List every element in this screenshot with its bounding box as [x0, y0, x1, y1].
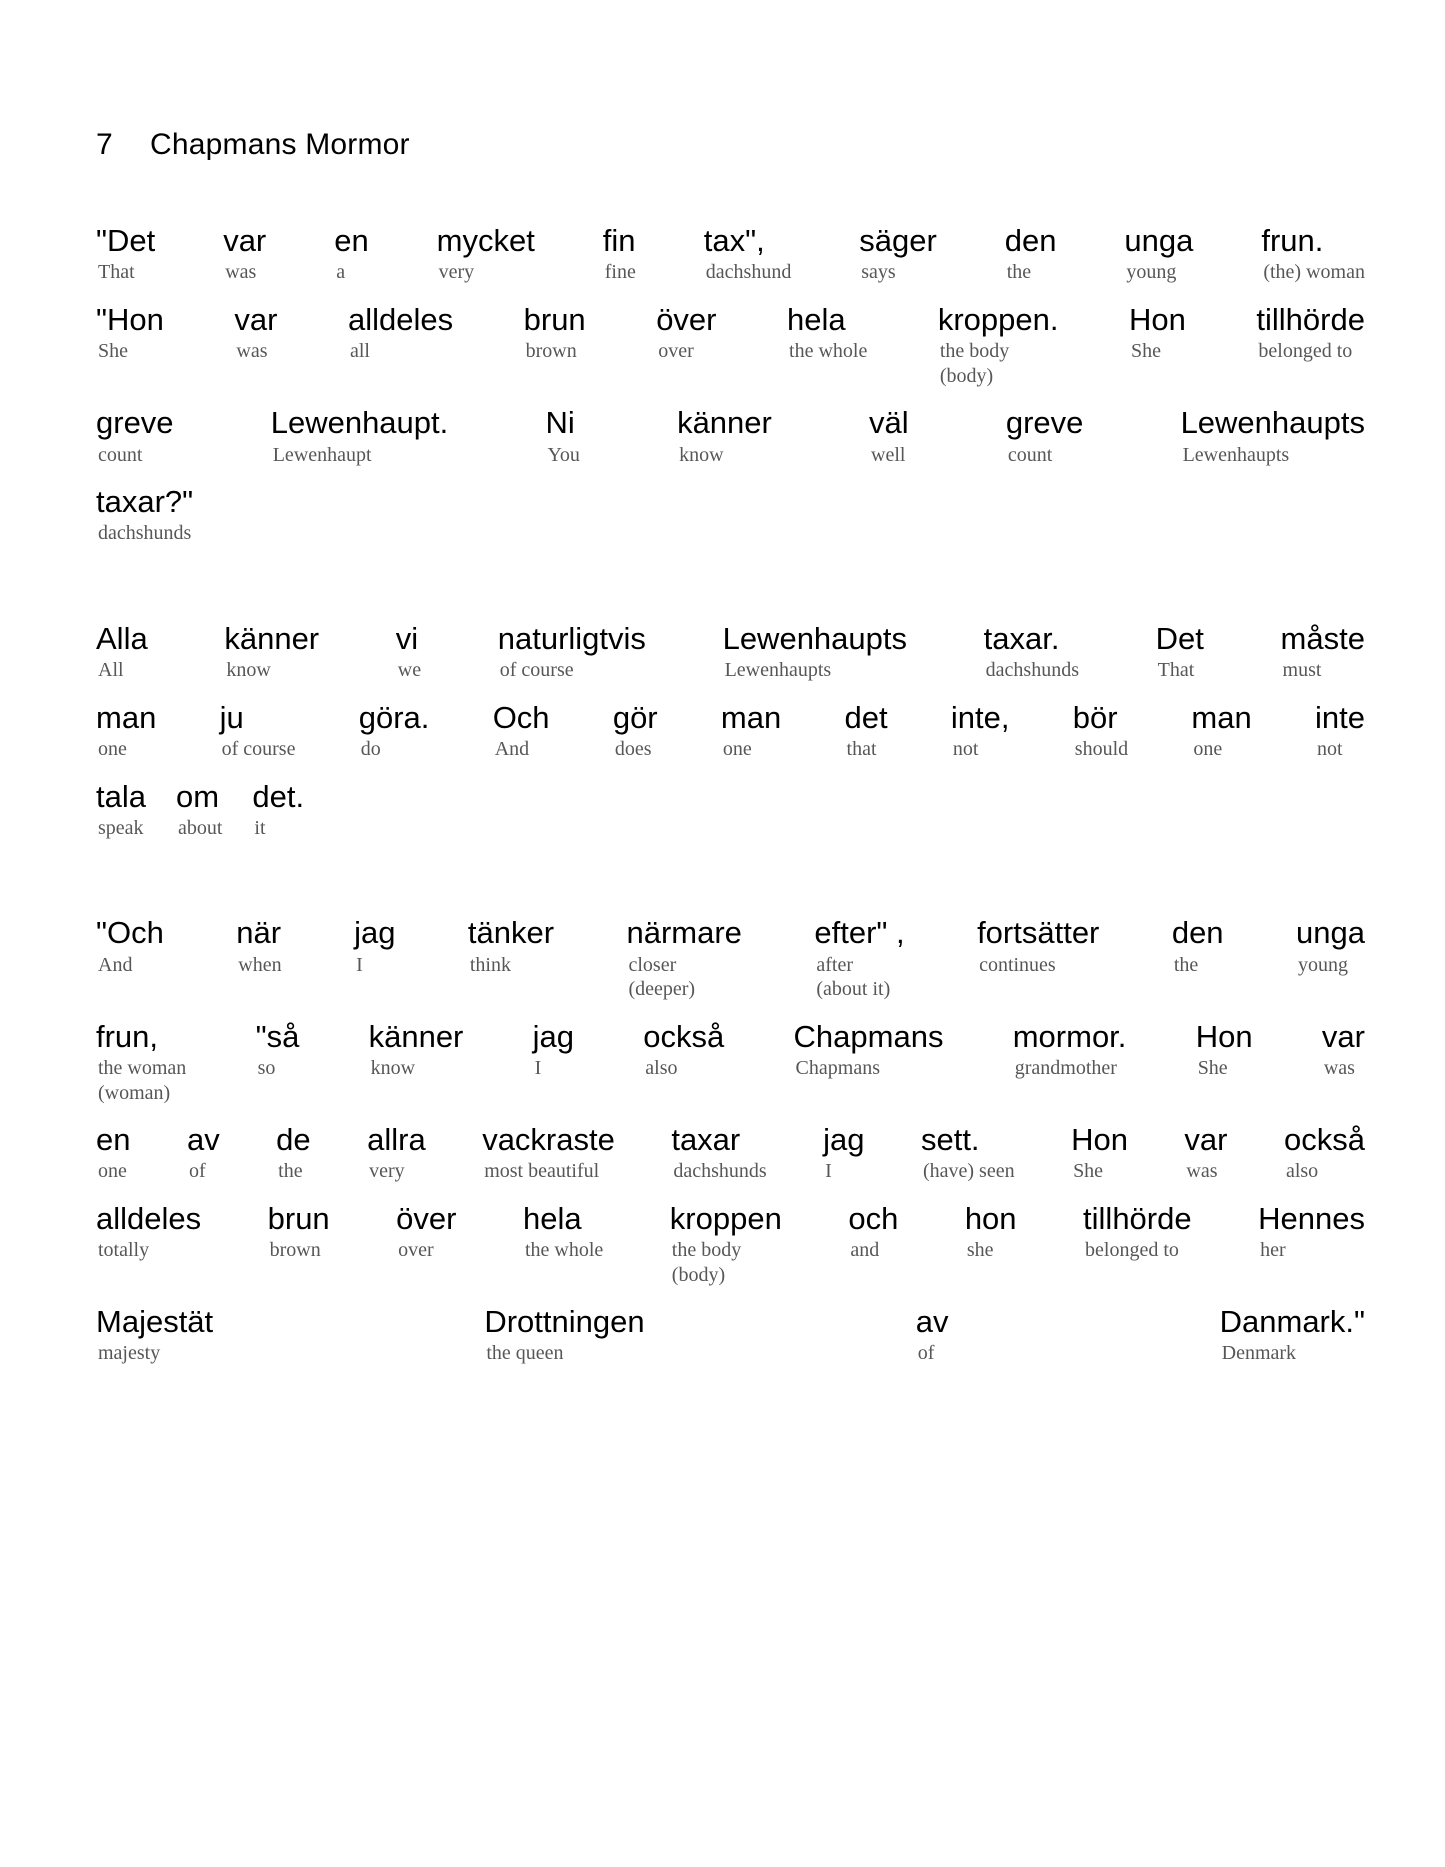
gloss-text: She	[1131, 340, 1161, 363]
interlinear-line	[96, 622, 1365, 683]
word-gloss-pair	[354, 916, 395, 977]
word-gloss-pair	[96, 406, 174, 467]
word-gloss-pair	[1006, 406, 1084, 467]
word-gloss-pair	[96, 303, 164, 364]
gloss-text: over	[398, 1239, 434, 1262]
gloss-text: belonged to	[1258, 340, 1353, 363]
source-word: "så	[255, 1018, 300, 1054]
source-word: Och	[492, 699, 550, 735]
gloss-text: Lewenhaupts	[724, 659, 832, 682]
source-word: känner	[368, 1018, 464, 1054]
source-word: vackraste	[482, 1121, 615, 1157]
gloss-text: of course	[499, 659, 574, 682]
source-word: frun.	[1261, 223, 1324, 258]
gloss-text: know	[226, 659, 271, 682]
source-word: unga	[1124, 223, 1194, 258]
source-word: alldeles	[347, 301, 454, 337]
source-word: "Hon	[96, 301, 164, 337]
gloss-text: speak	[98, 817, 144, 840]
word-gloss-pair	[1184, 1123, 1227, 1184]
word-gloss-pair	[545, 406, 579, 467]
source-word: fortsätter	[977, 915, 1100, 951]
source-word: brun	[267, 1200, 330, 1236]
gloss-text: brown	[525, 340, 577, 363]
source-word: Lewenhaupts	[722, 620, 908, 656]
source-word: inte	[1315, 699, 1365, 735]
word-gloss-pair	[96, 1305, 213, 1366]
interlinear-paragraph	[96, 622, 1365, 841]
source-word: de	[276, 1121, 311, 1157]
gloss-text: (the) woman	[1263, 261, 1365, 284]
word-gloss-pair	[468, 916, 554, 977]
word-gloss-pair	[951, 701, 1010, 762]
word-gloss-pair	[348, 303, 453, 364]
word-gloss-pair	[794, 1020, 944, 1081]
interlinear-line	[96, 916, 1365, 1001]
gloss-text: Denmark	[1221, 1342, 1297, 1365]
gloss-text: fine	[604, 261, 636, 284]
gloss-text: not	[1317, 738, 1343, 761]
gloss-text: also	[645, 1057, 678, 1080]
source-word: hela	[522, 1200, 582, 1236]
word-gloss-pair	[369, 1020, 464, 1081]
gloss-text: She	[98, 340, 128, 363]
source-word: alldeles	[96, 1200, 202, 1236]
word-gloss-pair	[1256, 303, 1365, 364]
gloss-text: do	[360, 738, 381, 761]
source-word: en	[334, 223, 369, 258]
source-word: frun,	[96, 1018, 159, 1054]
word-gloss-pair	[96, 224, 155, 285]
gloss-text: young	[1298, 953, 1348, 976]
source-word: Drottningen	[484, 1304, 645, 1340]
source-word: naturligtvis	[497, 620, 646, 656]
word-gloss-pair	[1296, 916, 1365, 977]
interlinear-line	[96, 1123, 1365, 1184]
gloss-text: of course	[221, 738, 296, 761]
word-gloss-pair	[869, 406, 909, 467]
gloss-text: the body (body)	[671, 1239, 742, 1286]
gloss-text: she	[966, 1239, 994, 1262]
gloss-text: all	[349, 340, 370, 363]
source-word: av	[186, 1121, 220, 1157]
source-word: hon	[964, 1200, 1017, 1236]
gloss-text: most beautiful	[484, 1160, 600, 1183]
source-word: måste	[1280, 620, 1365, 656]
word-gloss-pair	[643, 1020, 724, 1081]
word-gloss-pair	[977, 916, 1099, 977]
gloss-text: the woman (woman)	[98, 1057, 187, 1104]
gloss-text: count	[98, 443, 143, 466]
gloss-text: must	[1282, 659, 1322, 682]
gloss-text: Chapmans	[795, 1057, 880, 1080]
source-word: när	[236, 915, 282, 951]
gloss-text: totally	[98, 1239, 150, 1262]
word-gloss-pair	[493, 701, 550, 762]
word-gloss-pair	[252, 780, 304, 841]
word-gloss-pair	[626, 916, 741, 1001]
word-gloss-pair	[965, 1202, 1017, 1263]
source-word: tala	[96, 778, 146, 814]
source-word: Lewenhaupt.	[270, 405, 449, 441]
source-word: man	[96, 699, 157, 735]
source-word: mormor.	[1012, 1018, 1127, 1054]
word-gloss-pair	[236, 916, 281, 977]
gloss-text: (have) seen	[922, 1160, 1015, 1183]
source-word: göra.	[358, 699, 430, 735]
gloss-text: a	[336, 261, 346, 284]
word-gloss-pair	[814, 916, 904, 1001]
source-word: tillhörde	[1083, 1200, 1192, 1236]
interlinear-line	[96, 1305, 1365, 1366]
gloss-text: does	[614, 738, 652, 761]
source-word: jag	[823, 1121, 865, 1157]
gloss-text: young	[1126, 261, 1177, 284]
word-gloss-pair	[224, 622, 319, 683]
source-word: efter" ,	[814, 915, 905, 951]
gloss-text: was	[1186, 1160, 1218, 1183]
word-gloss-pair	[1124, 224, 1193, 285]
word-gloss-pair	[845, 701, 888, 762]
gloss-text: after (about it)	[816, 953, 891, 1001]
gloss-text: was	[225, 261, 257, 284]
word-gloss-pair	[1284, 1123, 1365, 1184]
gloss-text: about	[177, 817, 223, 840]
source-word: tax",	[703, 223, 765, 258]
word-gloss-pair	[359, 701, 430, 762]
gloss-text: so	[257, 1057, 276, 1080]
word-gloss-pair	[1322, 1020, 1365, 1081]
gloss-text: She	[1073, 1160, 1104, 1183]
word-gloss-pair	[220, 701, 296, 762]
source-word: Lewenhaupts	[1180, 405, 1365, 441]
word-gloss-pair	[1071, 1123, 1128, 1184]
gloss-text: That	[1157, 659, 1195, 682]
source-word: inte,	[950, 699, 1010, 735]
source-word: också	[643, 1018, 725, 1054]
word-gloss-pair	[533, 1020, 574, 1081]
source-word: var	[1184, 1121, 1228, 1157]
source-word: taxar	[671, 1121, 741, 1157]
gloss-text: That	[98, 261, 135, 284]
word-gloss-pair	[1196, 1020, 1253, 1081]
gloss-text: one	[98, 1160, 127, 1183]
word-gloss-pair	[268, 1202, 330, 1263]
source-word: den	[1171, 915, 1224, 951]
word-gloss-pair	[396, 622, 421, 683]
gloss-text: was	[1323, 1057, 1355, 1080]
gloss-text: over	[658, 340, 694, 363]
chapter-number: 7	[96, 128, 113, 161]
word-gloss-pair	[721, 701, 781, 762]
source-word: jag	[532, 1018, 575, 1054]
word-gloss-pair	[187, 1123, 220, 1184]
source-word: greve	[1005, 405, 1084, 441]
gloss-text: dachshunds	[985, 659, 1079, 682]
source-word: taxar.	[983, 620, 1060, 656]
source-word: väl	[869, 405, 909, 441]
interlinear-line	[96, 485, 1365, 546]
source-word: känner	[224, 620, 320, 656]
source-word: säger	[859, 223, 937, 258]
source-word: var	[223, 223, 267, 258]
source-word: Det	[1155, 620, 1204, 656]
gloss-text: dachshunds	[673, 1160, 767, 1183]
gloss-text: dachshunds	[98, 522, 192, 545]
gloss-text: I	[356, 953, 363, 976]
source-word: bör	[1072, 699, 1118, 735]
gloss-text: very	[438, 261, 475, 284]
interlinear-line	[96, 701, 1365, 762]
word-gloss-pair	[1129, 303, 1186, 364]
gloss-text: majesty	[98, 1342, 161, 1365]
source-word: mycket	[436, 223, 535, 258]
word-gloss-pair	[1073, 701, 1128, 762]
gloss-text: dachshund	[705, 261, 792, 284]
source-word: gör	[612, 699, 658, 735]
gloss-text: count	[1007, 443, 1053, 466]
source-word: kroppen	[669, 1200, 782, 1236]
word-gloss-pair	[848, 1202, 898, 1263]
word-gloss-pair	[482, 1123, 615, 1184]
word-gloss-pair	[234, 303, 277, 364]
source-word: det	[844, 699, 888, 735]
word-gloss-pair	[938, 303, 1059, 388]
gloss-text: know	[370, 1057, 416, 1080]
source-word: hela	[787, 301, 846, 337]
gloss-text: the queen	[486, 1342, 564, 1365]
word-gloss-pair	[787, 303, 867, 364]
word-gloss-pair	[96, 485, 193, 546]
word-gloss-pair	[613, 701, 658, 762]
gloss-text: Lewenhaupts	[1182, 443, 1290, 466]
interlinear-line	[96, 303, 1365, 388]
source-word: och	[848, 1200, 899, 1236]
interlinear-line	[96, 1020, 1365, 1105]
gloss-text: not	[952, 738, 979, 761]
word-gloss-pair	[334, 224, 368, 285]
word-gloss-pair	[96, 1202, 201, 1263]
source-word: fin	[602, 223, 636, 258]
source-word: brun	[523, 301, 586, 337]
gloss-text: the	[1173, 953, 1199, 976]
gloss-text: when	[238, 953, 282, 976]
source-word: vi	[395, 620, 419, 656]
gloss-text-secondary: (body)	[939, 364, 994, 387]
chapter-title: Chapmans Mormor	[150, 128, 410, 161]
interlinear-paragraph	[96, 916, 1365, 1365]
word-gloss-pair	[1172, 916, 1224, 977]
gloss-text: also	[1285, 1160, 1319, 1183]
source-word: Hon	[1071, 1121, 1128, 1157]
source-word: "Det	[96, 223, 156, 258]
page-title	[96, 128, 1365, 162]
gloss-text: that	[846, 738, 877, 761]
gloss-text: well	[871, 443, 906, 466]
gloss-text: the whole	[789, 340, 868, 363]
source-word: över	[396, 1200, 457, 1236]
source-word: en	[96, 1121, 131, 1157]
gloss-text: it	[254, 817, 266, 840]
interlinear-paragraph	[96, 224, 1365, 546]
source-word: var	[234, 301, 278, 337]
word-gloss-pair	[1315, 701, 1365, 762]
word-gloss-pair	[603, 224, 636, 285]
source-word: tillhörde	[1256, 301, 1365, 337]
source-word: känner	[677, 405, 772, 441]
word-gloss-pair	[671, 1123, 766, 1184]
source-word: Hon	[1129, 301, 1186, 337]
gloss-text: Lewenhaupt	[272, 443, 372, 466]
gloss-text-secondary: (deeper)	[628, 978, 696, 1001]
word-gloss-pair	[223, 224, 266, 285]
word-gloss-pair	[916, 1305, 949, 1366]
gloss-text: belonged to	[1085, 1239, 1179, 1262]
interlinear-line	[96, 224, 1365, 285]
gloss-text: grandmother	[1014, 1057, 1117, 1080]
gloss-text: says	[861, 261, 896, 284]
source-word: jag	[354, 915, 396, 951]
gloss-text: continues	[979, 953, 1056, 976]
gloss-text: She	[1197, 1057, 1228, 1080]
word-gloss-pair	[723, 622, 907, 683]
word-gloss-pair	[823, 1123, 864, 1184]
gloss-text-secondary: (body)	[671, 1263, 726, 1286]
gloss-text: the body (body)	[939, 340, 1010, 387]
source-word: greve	[96, 405, 174, 441]
gloss-text: her	[1260, 1239, 1286, 1262]
gloss-text: closer (deeper)	[628, 953, 696, 1001]
source-word: man	[720, 699, 782, 735]
source-word: ju	[219, 699, 244, 735]
source-word: Hennes	[1258, 1200, 1365, 1236]
word-gloss-pair	[276, 1123, 310, 1184]
word-gloss-pair	[524, 303, 586, 364]
word-gloss-pair	[921, 1123, 1015, 1184]
interlinear-body	[96, 224, 1365, 1366]
word-gloss-pair	[1156, 622, 1204, 683]
source-word: det.	[252, 778, 305, 814]
word-gloss-pair	[367, 1123, 426, 1184]
source-word: den	[1004, 223, 1057, 258]
gloss-text: was	[236, 340, 268, 363]
word-gloss-pair	[859, 224, 937, 285]
word-gloss-pair	[1281, 622, 1365, 683]
word-gloss-pair	[1220, 1305, 1365, 1366]
word-gloss-pair	[176, 780, 222, 841]
source-word: Danmark."	[1219, 1304, 1365, 1340]
word-gloss-pair	[96, 1020, 186, 1105]
source-word: Alla	[96, 620, 148, 656]
gloss-text: know	[679, 443, 724, 466]
source-word: "Och	[96, 915, 164, 951]
source-word: också	[1283, 1121, 1365, 1157]
gloss-text: think	[469, 953, 511, 976]
gloss-text: I	[534, 1057, 542, 1080]
word-gloss-pair	[498, 622, 646, 683]
word-gloss-pair	[1191, 701, 1251, 762]
word-gloss-pair	[256, 1020, 300, 1081]
source-word: man	[1191, 699, 1252, 735]
word-gloss-pair	[677, 406, 772, 467]
gloss-text: one	[98, 738, 127, 761]
word-gloss-pair	[96, 780, 146, 841]
gloss-text-secondary: (woman)	[98, 1081, 171, 1104]
gloss-text: I	[825, 1160, 832, 1183]
gloss-text: the	[278, 1160, 303, 1183]
gloss-text: one	[722, 738, 752, 761]
source-word: Ni	[545, 405, 575, 441]
source-word: taxar?"	[96, 483, 194, 519]
word-gloss-pair	[523, 1202, 603, 1263]
gloss-text: one	[1193, 738, 1223, 761]
gloss-text-secondary: (about it)	[816, 978, 891, 1001]
word-gloss-pair	[396, 1202, 456, 1263]
gloss-text: should	[1074, 738, 1129, 761]
source-word: av	[915, 1304, 949, 1340]
source-word: allra	[367, 1121, 426, 1157]
word-gloss-pair	[96, 701, 156, 762]
gloss-text: of	[917, 1342, 935, 1365]
gloss-text: the whole	[524, 1239, 604, 1262]
word-gloss-pair	[271, 406, 449, 467]
word-gloss-pair	[1181, 406, 1365, 467]
gloss-text: brown	[269, 1239, 321, 1262]
gloss-text: we	[397, 659, 422, 682]
source-word: Majestät	[96, 1304, 214, 1340]
word-gloss-pair	[704, 224, 792, 285]
interlinear-line	[96, 1202, 1365, 1287]
source-word: närmare	[626, 915, 742, 951]
word-gloss-pair	[1005, 224, 1057, 285]
word-gloss-pair	[670, 1202, 782, 1287]
source-word: över	[656, 301, 717, 337]
word-gloss-pair	[96, 916, 164, 977]
word-gloss-pair	[96, 1123, 130, 1184]
word-gloss-pair	[656, 303, 716, 364]
source-word: Hon	[1195, 1018, 1253, 1054]
source-word: unga	[1296, 915, 1365, 951]
gloss-text: And	[98, 953, 133, 976]
gloss-text: And	[494, 738, 530, 761]
gloss-text: You	[547, 443, 580, 466]
word-gloss-pair	[984, 622, 1079, 683]
word-gloss-pair	[96, 622, 148, 683]
gloss-text: of	[188, 1160, 206, 1183]
interlinear-line	[96, 406, 1365, 467]
source-word: tänker	[467, 915, 555, 951]
gloss-text: very	[369, 1160, 405, 1183]
interlinear-line	[96, 780, 1365, 841]
source-word: kroppen.	[937, 301, 1059, 337]
word-gloss-pair	[1083, 1202, 1192, 1263]
gloss-text: the	[1006, 261, 1032, 284]
word-gloss-pair	[484, 1305, 644, 1366]
gloss-text: and	[850, 1239, 880, 1262]
word-gloss-pair	[1261, 224, 1365, 285]
source-word: var	[1321, 1018, 1365, 1054]
word-gloss-pair	[1258, 1202, 1365, 1263]
source-word: sett.	[920, 1121, 980, 1157]
word-gloss-pair	[1013, 1020, 1127, 1081]
word-gloss-pair	[437, 224, 535, 285]
source-word: Chapmans	[793, 1018, 944, 1054]
source-word: om	[175, 778, 220, 814]
gloss-text: All	[98, 659, 124, 682]
